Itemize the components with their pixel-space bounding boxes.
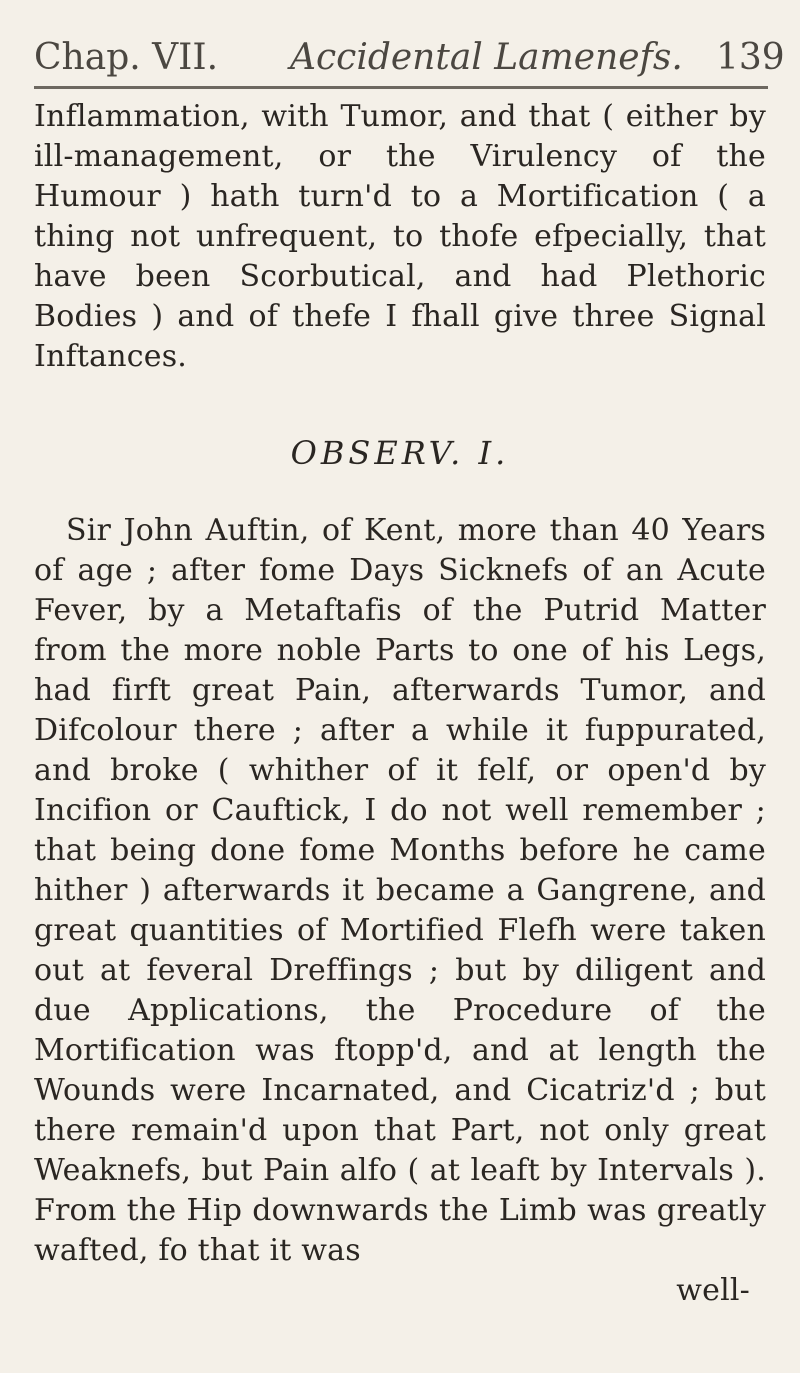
running-title: Accidental Lamenefs.	[290, 37, 683, 78]
head-rule	[34, 86, 768, 89]
paragraph-inflammation: Inflammation, with Tumor, and that ( either by ill-management, or the Virulency of the Humour ) hath turn'd to a Mortification ( a thing not unfrequent, to thofe efpecially, that have been Scorbutical, and had Plethoric Bodies ) and of thefe I fhall give three Signal Inftances.	[34, 99, 766, 374]
catchword: well-	[676, 1273, 750, 1308]
observation-heading: OBSERV. I.	[290, 434, 510, 472]
running-head	[34, 37, 785, 86]
body-text	[34, 97, 766, 1311]
page-number: 139	[716, 37, 785, 78]
paragraph-observation: Sir John Auftin, of Kent, more than 40 Years of age ; after fome Days Sicknefs of an Acute Fever, by a Metaftafis of the Putrid Matter from the more noble Parts to one of his Legs, had firft great Pain, afterwards Tumor, and Difcolour there ; after a while it fuppurated, and broke ( whither of it felf, or open'd by Incifion or Cauftick, I do not well remember ; that being done fome Months before he came hither ) afterwards it became a Gangrene, and great quantities of Mortified Flefh were taken out at feveral Dreffings ; but by diligent and due Applications, the Procedure of the Mortification was ftopp'd, and at length the Wounds were Incarnated, and Cicatriz'd ; but there remain'd upon that Part, not only great Weaknefs, but Pain alfo ( at leaft by Intervals ). From the Hip downwards the Limb was greatly wafted, fo that it was	[34, 513, 766, 1268]
chapter-label: Chap. VII.	[34, 37, 219, 78]
